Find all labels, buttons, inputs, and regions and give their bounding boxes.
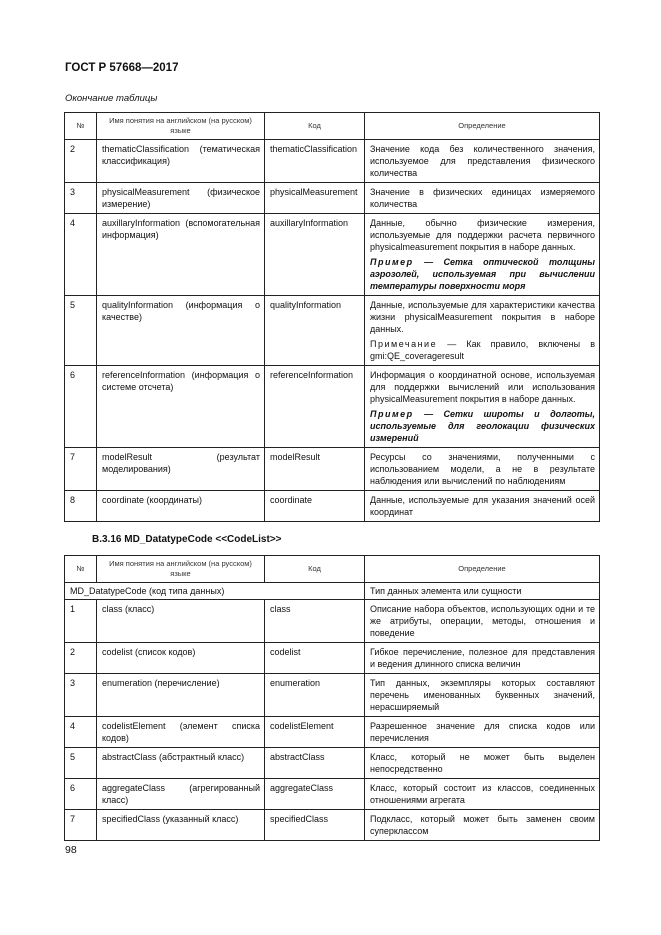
term-name: auxillaryInformation (вспомогательная информация): [97, 214, 265, 296]
row-number: 7: [65, 810, 97, 841]
term-definition: [365, 214, 600, 296]
definition-text: Данные, используемые для указания значений осей координат: [370, 495, 595, 517]
term-name: class (класс): [97, 600, 265, 643]
definition-text: Разрешенное значение для списка кодов или перечисления: [370, 721, 595, 743]
definition-text: Данные, используемые для характеристики качества жизни physicalMeasurement покрытия в наборе данных.: [370, 300, 595, 334]
term-code: thematicClassification: [265, 140, 365, 183]
term-name: coordinate (координаты): [97, 491, 265, 522]
term-name: qualityInformation (информация о качестве): [97, 296, 265, 366]
row-number: 2: [65, 643, 97, 674]
note-label: Примечание: [370, 339, 438, 349]
example-label: Пример: [370, 409, 414, 419]
term-code: referenceInformation: [265, 366, 365, 448]
table-row: [65, 366, 600, 448]
group-row: [65, 583, 600, 600]
example: [370, 408, 595, 444]
term-definition: [365, 643, 600, 674]
term-code: codelist: [265, 643, 365, 674]
row-number: 7: [65, 448, 97, 491]
col-header-def: Определение: [365, 556, 600, 583]
row-number: 3: [65, 674, 97, 717]
definition-text: Подкласс, который может быть заменен своим суперклассом: [370, 814, 595, 836]
example-label: Пример: [370, 257, 414, 267]
term-name: physicalMeasurement (физическое измерение): [97, 183, 265, 214]
row-number: 6: [65, 779, 97, 810]
row-number: 5: [65, 748, 97, 779]
definition-text: Класс, который не может быть выделен непосредственно: [370, 752, 595, 774]
table-row: [65, 296, 600, 366]
section-title: B.3.16 MD_DatatypeCode <<CodeList>>: [92, 534, 282, 545]
table-row: [65, 183, 600, 214]
example: [370, 256, 595, 292]
term-definition: [365, 183, 600, 214]
row-number: 1: [65, 600, 97, 643]
term-name: abstractClass (абстрактный класс): [97, 748, 265, 779]
document-header: ГОСТ Р 57668—2017: [65, 62, 179, 74]
definition-text: Значение в физических единицах измеряемого количества: [370, 187, 595, 209]
term-definition: [365, 491, 600, 522]
term-definition: [365, 600, 600, 643]
example-text: — Сетки широты и долготы, используемые для геолокации физических измерений: [370, 409, 595, 443]
definition-text: Описание набора объектов, использующих одни и те же атрибуты, операции, методы, отношения и поведение: [370, 604, 595, 638]
definition-text: Тип данных, экземпляры которых составляют перечень именованных буквенных значений, нерасширяемый: [370, 678, 595, 712]
term-code: class: [265, 600, 365, 643]
term-code: auxillaryInformation: [265, 214, 365, 296]
term-code: modelResult: [265, 448, 365, 491]
definition-text: Значение кода без количественного значения, используемое для представления физического количества: [370, 144, 595, 178]
col-header-def: Определение: [365, 113, 600, 140]
term-code: abstractClass: [265, 748, 365, 779]
term-code: codelistElement: [265, 717, 365, 748]
term-code: enumeration: [265, 674, 365, 717]
table-caption: Окончание таблицы: [65, 93, 158, 104]
row-number: 4: [65, 717, 97, 748]
note-text: — Как правило, включены в gmi:QE_coverageresult: [370, 339, 595, 361]
term-name: aggregateClass (агрегированный класс): [97, 779, 265, 810]
row-number: 8: [65, 491, 97, 522]
definition-text: Данные, обычно физические измерения, используемые для поддержки расчета первичного physicalmeasurement покрытия в наборе данных.: [370, 218, 595, 252]
definition-text: Класс, который состоит из классов, соединенных отношениями агрегата: [370, 783, 595, 805]
col-header-num: №: [65, 556, 97, 583]
term-definition: [365, 448, 600, 491]
group-name: MD_DatatypeCode (код типа данных): [65, 583, 365, 600]
term-definition: [365, 779, 600, 810]
term-definition: [365, 366, 600, 448]
col-header-code: Код: [265, 556, 365, 583]
term-code: aggregateClass: [265, 779, 365, 810]
term-definition: [365, 810, 600, 841]
col-header-num: №: [65, 113, 97, 140]
col-header-code: Код: [265, 113, 365, 140]
group-definition: Тип данных элемента или сущности: [365, 583, 600, 600]
term-name: thematicClassification (тематическая классификация): [97, 140, 265, 183]
term-definition: [365, 717, 600, 748]
term-name: codelistElement (элемент списка кодов): [97, 717, 265, 748]
table-row: [65, 674, 600, 717]
row-number: 2: [65, 140, 97, 183]
term-definition: [365, 140, 600, 183]
table-row: [65, 214, 600, 296]
definitions-table-continued: [64, 112, 600, 522]
table-row: [65, 448, 600, 491]
row-number: 3: [65, 183, 97, 214]
col-header-name: Имя понятия на английском (на русском) языке: [97, 113, 265, 140]
row-number: 4: [65, 214, 97, 296]
term-definition: [365, 748, 600, 779]
term-name: specifiedClass (указанный класс): [97, 810, 265, 841]
page-number: 98: [65, 844, 77, 856]
table-row: [65, 779, 600, 810]
note: [370, 338, 595, 362]
term-code: physicalMeasurement: [265, 183, 365, 214]
table-row: [65, 491, 600, 522]
table-row: [65, 643, 600, 674]
term-code: coordinate: [265, 491, 365, 522]
term-name: referenceInformation (информация о системе отсчета): [97, 366, 265, 448]
term-name: modelResult (результат моделирования): [97, 448, 265, 491]
row-number: 6: [65, 366, 97, 448]
table-row: [65, 748, 600, 779]
term-name: codelist (список кодов): [97, 643, 265, 674]
col-header-name: Имя понятия на английском (на русском) языке: [97, 556, 265, 583]
example-text: — Сетка оптической толщины аэрозолей, используемая при вычислении температуры поверхности моря: [370, 257, 595, 291]
row-number: 5: [65, 296, 97, 366]
table-row: [65, 600, 600, 643]
table-row: [65, 717, 600, 748]
definition-text: Информация о координатной основе, используемая для поддержки вычислений или использования physicalMeasurement покрытия в наборе данных.: [370, 370, 595, 404]
definition-text: Гибкое перечисление, полезное для представления и ведения длинного списка величин: [370, 647, 595, 669]
definition-text: Ресурсы со значениями, полученными с использованием модели, а не в результате наблюдения или вычислений по наблюдениям: [370, 452, 595, 486]
term-definition: [365, 674, 600, 717]
term-code: specifiedClass: [265, 810, 365, 841]
datatype-code-table: [64, 555, 600, 841]
term-definition: [365, 296, 600, 366]
term-name: enumeration (перечисление): [97, 674, 265, 717]
table-row: [65, 140, 600, 183]
term-code: qualityInformation: [265, 296, 365, 366]
table-row: [65, 810, 600, 841]
